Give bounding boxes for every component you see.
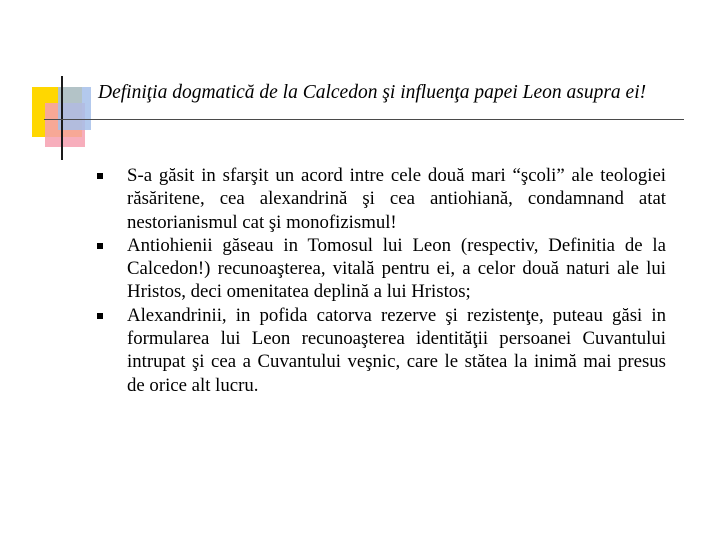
decor-vertical-line (61, 76, 63, 160)
square-bullet-icon (97, 313, 103, 319)
slide-title: Definiţia dogmatică de la Calcedon şi influenţa papei Leon asupra ei! (98, 82, 647, 103)
bullet-text: Antiohienii găseau in Tomosul lui Leon (respectiv, Definitia de la Calcedon!) recunoaşterea, vitală pentru ei, a celor două naturi ale lui Hristos, deci omenitatea deplină a lui Hristos; (127, 234, 666, 303)
bullet-text: S-a găsit in sfarşit un acord intre cele două mari “şcoli” ale teologiei răsăritene, cea alexandrină şi cea antiohiană, condamnand atat nestorianismul cat şi monofizismul! (127, 165, 666, 233)
bullet-item (90, 304, 666, 397)
bullet-list (90, 164, 666, 397)
bullet-text: Alexandrinii, in pofida catorva rezerve şi rezistenţe, puteau găsi in formularea lui Leon recunoaşterea identităţii persoanei Cuvantului intrupat şi cea a Cuvantului veşnic, care le stătea la inimă mai presus de orice alt lucru. (127, 304, 666, 396)
title-divider-line (44, 119, 684, 120)
bullet-item (90, 234, 666, 304)
square-bullet-icon (97, 173, 103, 179)
bullet-item (90, 164, 666, 234)
square-bullet-icon (97, 243, 103, 249)
